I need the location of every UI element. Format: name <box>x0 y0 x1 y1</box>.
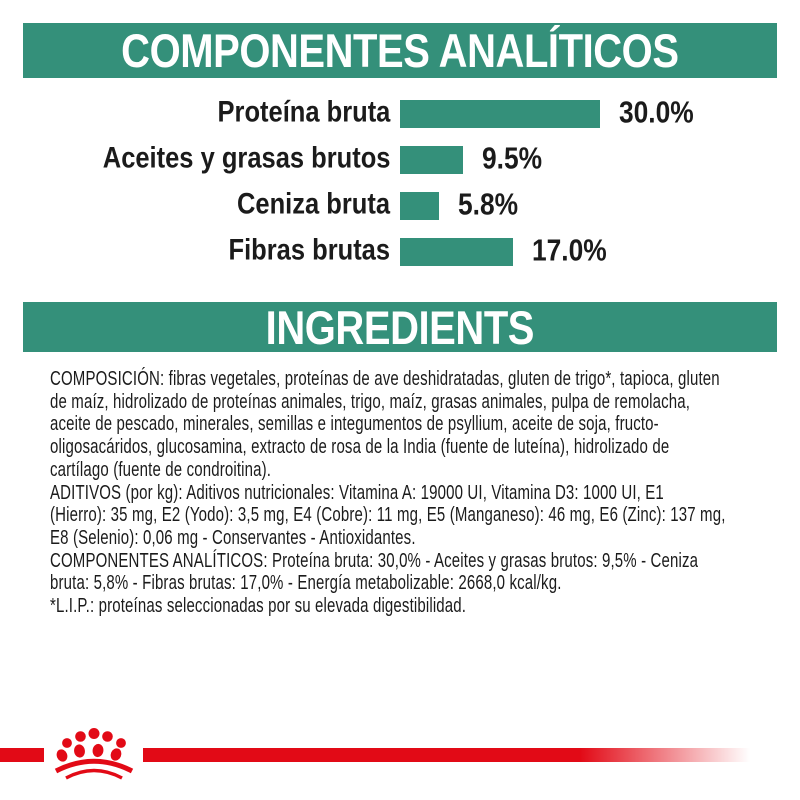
bar-category-label: Proteína bruta <box>217 95 390 129</box>
royal-canin-logo <box>0 720 800 790</box>
chart-row <box>0 94 800 130</box>
bar <box>400 192 439 220</box>
bar-category-label: Fibras brutas <box>228 233 390 267</box>
banner-componentes-analiticos <box>23 23 777 78</box>
text-line-aditivos: ADITIVOS (por kg): Aditivos nutricionales: Vitamina A: 19000 UI, Vitamina D3: 1000 UI, E1 <box>50 481 664 504</box>
chart-row <box>0 186 800 222</box>
text-line-lip: *L.I.P.: proteínas seleccionadas por su elevada digestibilidad. <box>50 595 467 618</box>
bar-category-label: Ceniza bruta <box>236 187 390 221</box>
banner-ingredients <box>23 302 777 352</box>
text-line-componentes_analiticos: COMPONENTES ANALÍTICOS: Proteína bruta: 30,0% - Aceites y grasas brutos: 9,5% - Ceniza <box>50 549 699 572</box>
royal-canin-crown-icon <box>55 728 132 778</box>
chart-row <box>0 232 800 268</box>
bar-value-label: 5.8% <box>458 186 519 222</box>
brand-stripe-left <box>0 748 44 762</box>
analytical-components-chart <box>0 94 800 270</box>
text-line-aditivos: (Hierro): 35 mg, E2 (Yodo): 3,5 mg, E4 (Cobre): 11 mg, E5 (Manganeso): 46 mg, E6 (Zinc): 137 mg, <box>50 504 726 527</box>
bar-value-label: 9.5% <box>482 140 543 176</box>
text-line-composicion: aceite de pescado, minerales, semillas e integumentos de psyllium, aceite de soja, fructo- <box>50 413 659 436</box>
text-line-aditivos: E8 (Selenio): 0,06 mg - Conservantes - Antioxidantes. <box>50 526 416 549</box>
text-line-composicion: oligosacáridos, glucosamina, extracto de rosa de la India (fuente de luteína), hidrolizado de <box>50 436 670 459</box>
bar <box>400 238 513 266</box>
text-line-componentes_analiticos: bruta: 5,8% - Fibras brutas: 17,0% - Energía metabolizable: 2668,0 kcal/kg. <box>50 572 562 595</box>
section-title-ingredients: INGREDIENTS <box>265 300 535 354</box>
bar <box>400 100 600 128</box>
bar <box>400 146 463 174</box>
text-line-composicion: COMPOSICIÓN: fibras vegetales, proteínas de ave deshidratadas, gluten de trigo*, tapioca, gluten <box>50 368 720 390</box>
section-title-componentes: COMPONENTES ANALÍTICOS <box>121 24 679 77</box>
bar-value-label: 17.0% <box>532 232 607 268</box>
text-line-composicion: de maíz, hidrolizado de proteínas animales, trigo, maíz, grasas animales, pulpa de remolacha, <box>50 390 691 413</box>
text-line-composicion: cartílago (fuente de condroitina). <box>50 458 272 481</box>
brand-stripe-right <box>143 748 750 762</box>
bar-category-label: Aceites y grasas brutos <box>102 141 390 175</box>
chart-row <box>0 140 800 176</box>
bar-value-label: 30.0% <box>619 94 694 130</box>
ingredients-text <box>50 368 800 618</box>
